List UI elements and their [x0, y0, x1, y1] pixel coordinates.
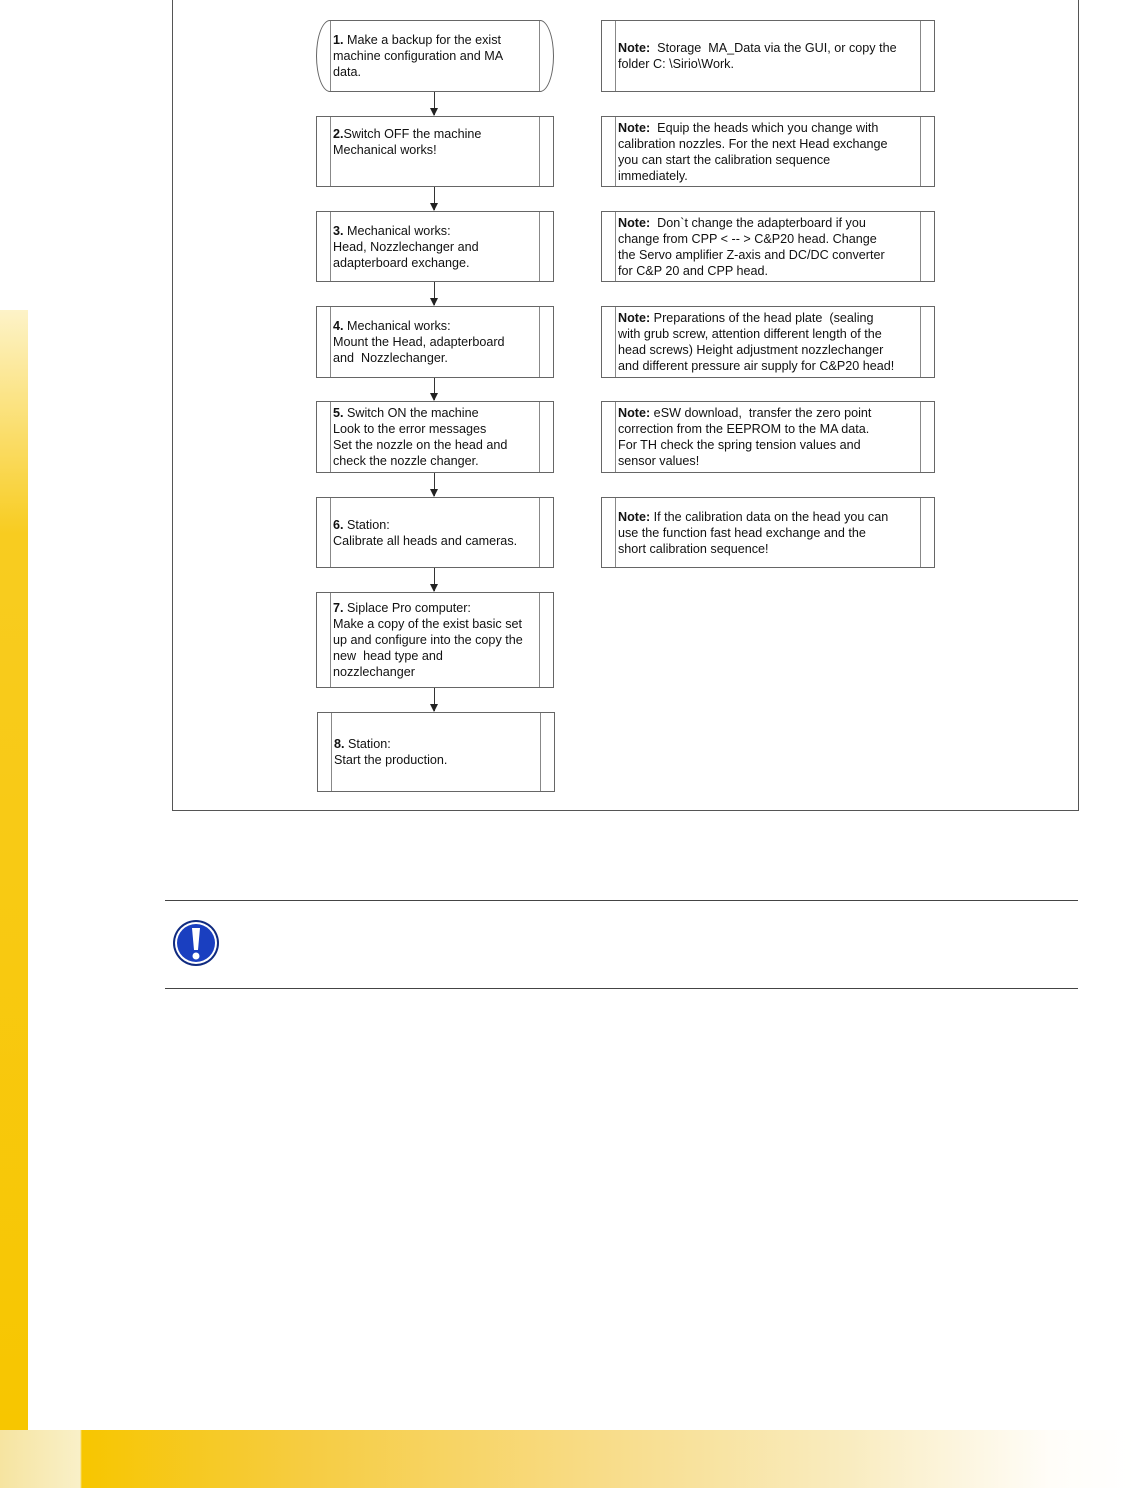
- step-text: Station: Start the production.: [334, 737, 448, 767]
- note-text: eSW download, transfer the zero point correction from the EEPROM to the MA data. For TH check the spring tension values and sensor values!: [618, 406, 872, 468]
- step-text: Switch ON the machine Look to the error messages Set the nozzle on the head and check the nozzle changer.: [333, 406, 508, 468]
- note-label: Note:: [618, 406, 651, 420]
- exclamation-icon: [172, 919, 220, 967]
- note-5-box: [601, 401, 935, 473]
- note-6-box: [601, 497, 935, 568]
- yellow-sidebar: [0, 310, 28, 1430]
- note-text: Equip the heads which you change with calibration nozzles. For the next Head exchange you can start the calibration sequence immediately.: [618, 120, 888, 183]
- notice-bottom-rule: [165, 988, 1078, 989]
- note-4-box: [601, 306, 935, 378]
- note-label: Note:: [618, 41, 651, 55]
- flow-arrow: [434, 688, 435, 711]
- note-text: Don`t change the adapterboard if you change from CPP < -- > C&P20 head. Change the Servo amplifier Z-axis and DC/DC converter for C&P 20 and CPP head.: [618, 215, 885, 278]
- note-label: Note:: [618, 120, 651, 135]
- step-4-box: [316, 306, 554, 378]
- step-5-box: [316, 401, 554, 473]
- step-1-box: [316, 20, 554, 92]
- flow-arrow: [434, 473, 435, 496]
- step-number: 3.: [333, 223, 344, 238]
- step-7-box: [316, 592, 554, 688]
- step-text: Make a backup for the exist machine configuration and MA data.: [333, 33, 504, 79]
- note-label: Note:: [618, 215, 651, 230]
- notice-top-rule: [165, 900, 1078, 901]
- step-number: 8.: [334, 737, 345, 751]
- step-text: Mechanical works: Head, Nozzlechanger and adapterboard exchange.: [333, 223, 479, 270]
- step-text: Switch OFF the machine Mechanical works!: [333, 126, 482, 157]
- step-text: Mechanical works: Mount the Head, adapterboard and Nozzlechanger.: [333, 319, 505, 365]
- step-8-box: [317, 712, 555, 792]
- note-text: Storage MA_Data via the GUI, or copy the folder C: \Sirio\Work.: [618, 41, 897, 71]
- footer-band: [0, 1430, 1136, 1488]
- flow-arrow: [434, 568, 435, 591]
- note-label: Note:: [618, 311, 651, 325]
- flow-arrow: [434, 187, 435, 210]
- step-3-box: [316, 211, 554, 282]
- flow-arrow: [434, 282, 435, 305]
- step-text: Station: Calibrate all heads and cameras.: [333, 517, 518, 548]
- step-2-box: [316, 116, 554, 187]
- flow-arrow: [434, 92, 435, 115]
- note-2-box: [601, 116, 935, 187]
- note-label: Note:: [618, 509, 651, 524]
- note-text: Preparations of the head plate (sealing with grub screw, attention different length of the head screws) Height adjustment nozzlechanger and different pressure air supply for C&P20 head!: [618, 311, 895, 373]
- note-3-box: [601, 211, 935, 282]
- step-6-box: [316, 497, 554, 568]
- step-number: 1.: [333, 33, 344, 47]
- step-number: 2.: [333, 126, 344, 141]
- step-number: 7.: [333, 601, 344, 615]
- step-number: 6.: [333, 517, 344, 532]
- note-1-box: [601, 20, 935, 92]
- step-number: 4.: [333, 319, 344, 333]
- flow-arrow: [434, 378, 435, 400]
- note-text: If the calibration data on the head you can use the function fast head exchange and the short calibration sequence!: [618, 509, 889, 556]
- step-text: Siplace Pro computer: Make a copy of the exist basic set up and configure into the copy the new head type and nozzlechanger: [333, 601, 523, 679]
- step-number: 5.: [333, 406, 344, 420]
